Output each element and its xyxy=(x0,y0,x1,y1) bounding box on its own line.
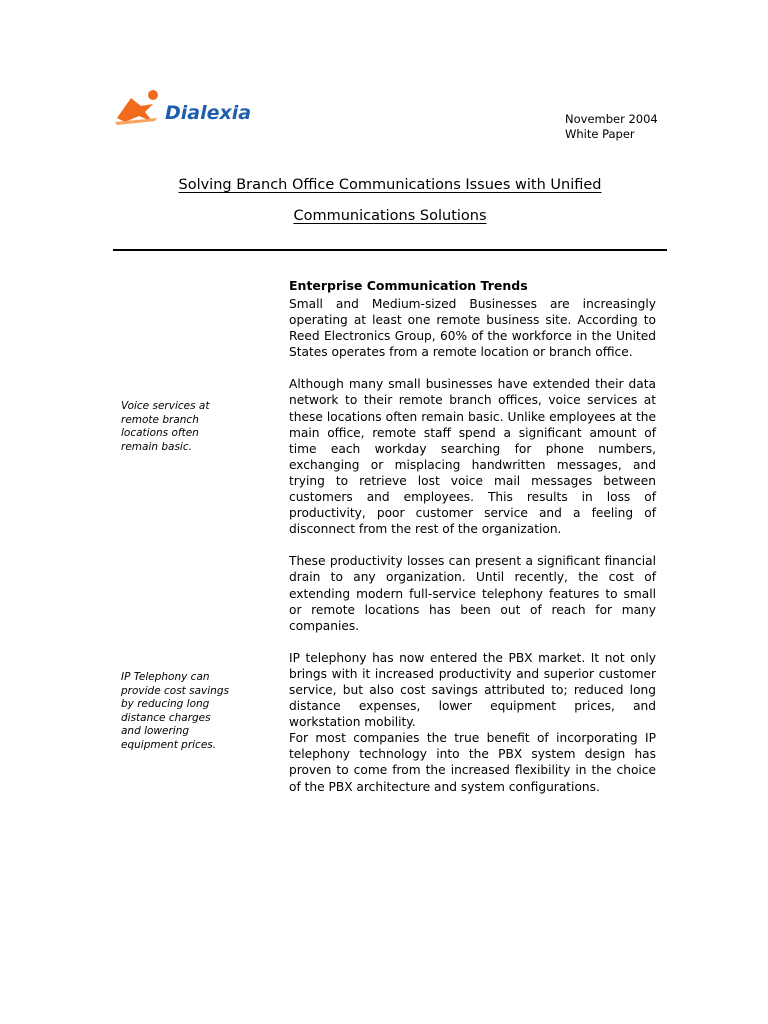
logo-head-shape xyxy=(148,90,158,100)
logo-wordmark: Dialexia xyxy=(165,102,252,124)
document-title xyxy=(114,170,666,232)
logo-body-shape xyxy=(117,98,153,122)
main-column xyxy=(289,278,656,811)
document-type: White Paper xyxy=(565,127,635,141)
paragraph-true-benefit: For most companies the true benefit of incorporating IP telephony technology into the PBX system design has proven to come from the increased flexibility in the choice of the PBX architecture and system configurations. xyxy=(289,731,656,794)
section-heading: Enterprise Communication Trends xyxy=(289,278,528,293)
dialexia-logo-mark xyxy=(113,88,263,128)
document-date: November 2004 xyxy=(565,112,658,126)
document-title-line-2: Communications Solutions xyxy=(293,208,487,224)
sidenote-ip-telephony: IP Telephony can provide cost savings by reducing long distance charges and lowering equipment prices. xyxy=(121,671,229,751)
paragraph-ip-telephony: IP telephony has now entered the PBX market. It not only brings with it increased productivity and superior customer service, but also cost savings attributed to; reduced long distance expenses, lower equipment prices, and workstation mobility. xyxy=(289,650,656,730)
paragraph-remote-voice: Although many small businesses have extended their data network to their remote branch offices, voice services at these locations often remain basic. Unlike employees at the main office, remote staff spend a significant amount of time each workday searching for phone numbers, exchanging or misplacing handwritten messages, and trying to retrieve lost voice mail messages between customers and employees. This results in loss of productivity, poor customer service and a feeling of disconnect from the rest of the organization. xyxy=(289,377,656,537)
paragraph-productivity-losses: These productivity losses can present a significant financial drain to any organization. Until recently, the cost of extending modern full-service telephony features to small or remote locations has been out of reach for many companies. xyxy=(289,554,656,633)
dialexia-logo xyxy=(113,88,263,128)
title-divider xyxy=(113,249,667,251)
document-title-line-1: Solving Branch Office Communications Issues with Unified xyxy=(178,177,602,193)
sidenote-voice-services: Voice services at remote branch locations often remain basic. xyxy=(121,400,210,453)
paragraph-smb-trends: Small and Medium-sized Businesses are increasingly operating at least one remote business site. According to Reed Electronics Group, 60% of the workforce in the United States operates from a remote location or branch office. xyxy=(289,297,656,360)
header-meta xyxy=(565,112,658,142)
